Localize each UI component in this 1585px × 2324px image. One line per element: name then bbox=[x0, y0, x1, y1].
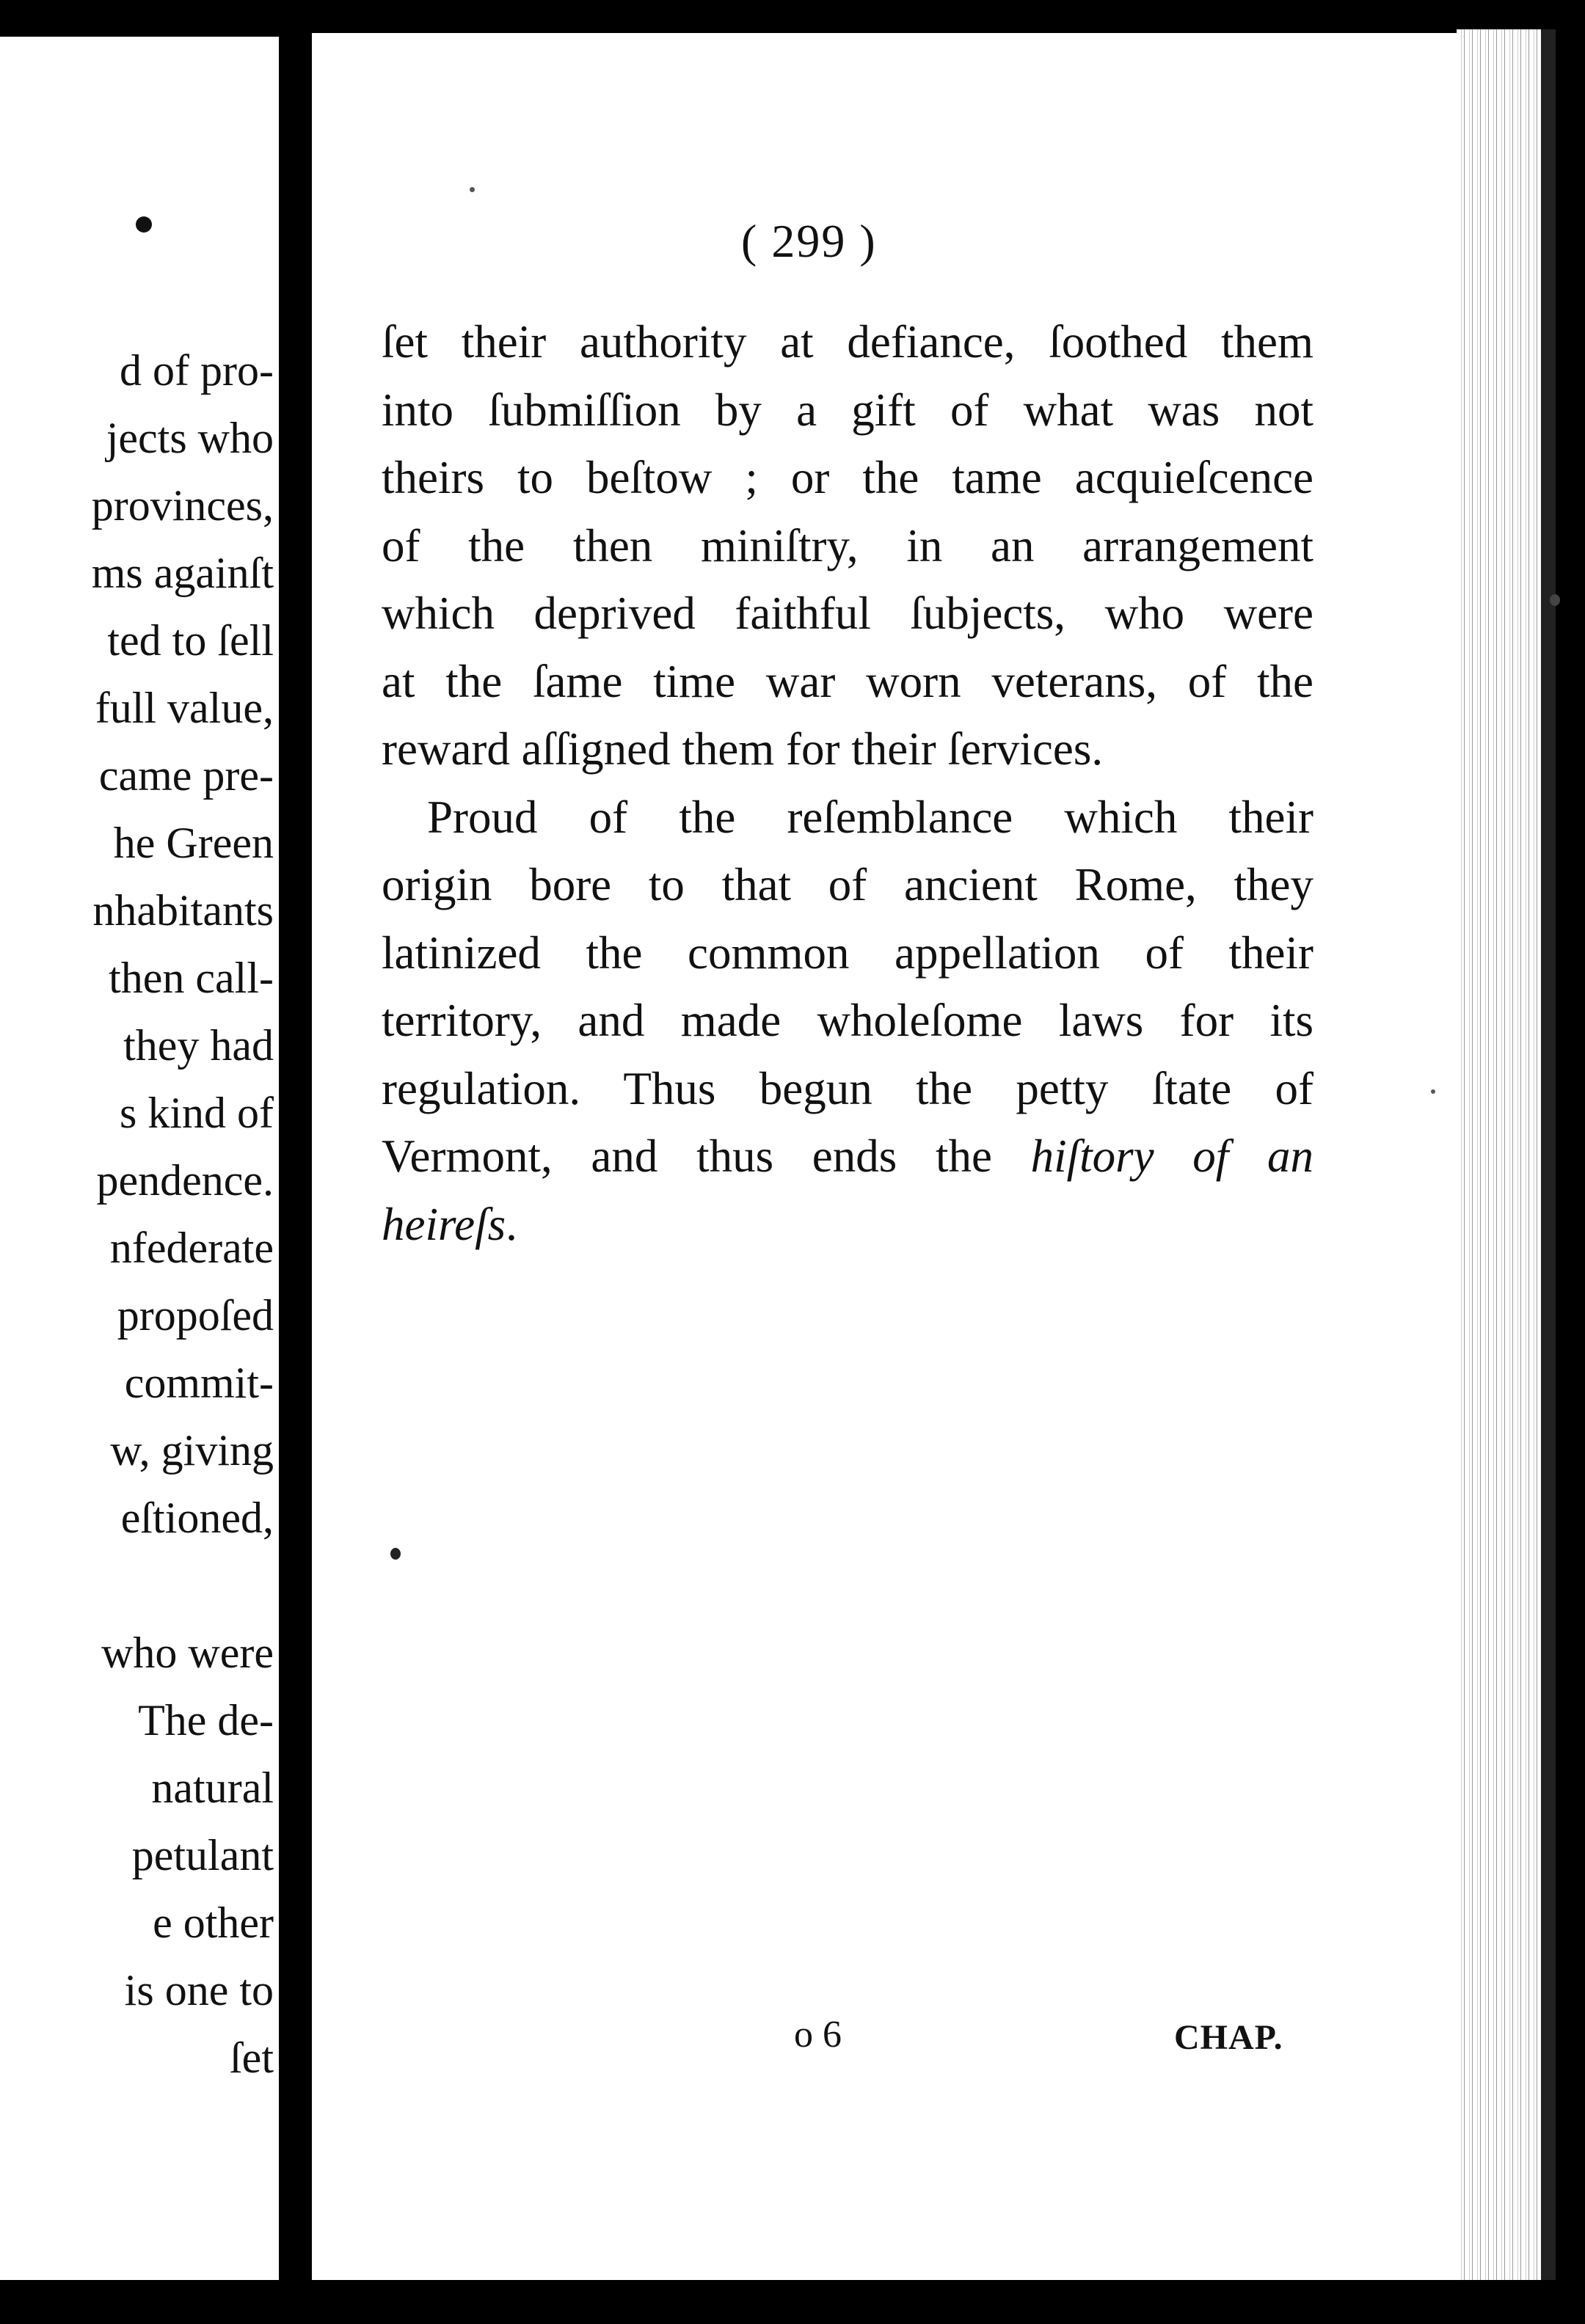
left-page-line: w, giving bbox=[110, 1426, 274, 1475]
text-line: origin bore to that of ancient Rome, they bbox=[382, 859, 1313, 910]
italic-title: hiſtory of an bbox=[1030, 1130, 1314, 1182]
left-page-line: propoſed bbox=[117, 1291, 274, 1340]
text-fragment: Vermont, and thus ends the bbox=[382, 1130, 1031, 1182]
ink-speck bbox=[1431, 1089, 1435, 1094]
left-page-line: he Green bbox=[113, 819, 274, 867]
left-page bbox=[0, 37, 290, 2281]
left-page-line: pendence. bbox=[96, 1156, 274, 1205]
left-page-line: e other bbox=[153, 1899, 274, 1947]
italic-title: heireſs bbox=[382, 1198, 506, 1250]
left-page-line: nhabitants bbox=[92, 886, 274, 935]
ink-speck bbox=[470, 187, 475, 192]
text-line: which deprived faithful ſubjects, who were bbox=[382, 588, 1313, 639]
text-line: Proud of the reſemblance which their bbox=[427, 791, 1313, 843]
left-page-line: The de- bbox=[138, 1696, 274, 1744]
left-page-line: natural bbox=[151, 1764, 274, 1812]
left-page-line: d of pro- bbox=[120, 346, 274, 395]
ink-speck bbox=[1550, 594, 1560, 606]
left-page-line: jects who bbox=[106, 414, 274, 462]
text-line: of the then miniſtry, in an arrangement bbox=[382, 519, 1313, 571]
page-number: ( 299 ) bbox=[741, 215, 877, 267]
text-line: into ſubmiſſion by a gift of what was not bbox=[382, 384, 1313, 436]
text-line bbox=[382, 1122, 1313, 1191]
text-line: latinized the common appellation of their bbox=[382, 927, 1313, 979]
left-page-line: s kind of bbox=[120, 1089, 274, 1137]
left-page-line: is one to bbox=[124, 1966, 274, 2014]
text-line: reward aſſigned them for their ſervices. bbox=[382, 723, 1104, 775]
signature-mark: o 6 bbox=[794, 2014, 842, 2056]
left-page-line: petulant bbox=[131, 1831, 274, 1879]
text-line: regulation. Thus begun the petty ſtate of bbox=[382, 1062, 1313, 1114]
left-page-line: then call- bbox=[109, 954, 274, 1002]
page-edges bbox=[1457, 29, 1552, 2296]
left-page-line: who were bbox=[101, 1629, 274, 1677]
left-page-line: full value, bbox=[95, 684, 274, 732]
text-line: ſet their authority at defiance, ſoothed them bbox=[382, 316, 1313, 368]
book-gutter bbox=[279, 29, 312, 2296]
scan-right-border bbox=[1556, 0, 1585, 2324]
left-page-line: came pre- bbox=[98, 751, 274, 800]
left-page-line: they had bbox=[123, 1021, 274, 1070]
left-page-line: commit- bbox=[124, 1359, 274, 1407]
left-page-line: provinces, bbox=[91, 481, 274, 530]
catchword: CHAP. bbox=[1174, 2018, 1283, 2057]
scan-bottom-border bbox=[0, 2280, 1585, 2324]
text-line: territory, and made wholeſome laws for its bbox=[382, 995, 1313, 1046]
text-line: at the ſame time war worn veterans, of the bbox=[382, 655, 1313, 707]
text-line bbox=[382, 1191, 1313, 1259]
text-fragment: . bbox=[506, 1198, 517, 1250]
left-page-line: ſet bbox=[230, 2034, 274, 2082]
text-line: theirs to beſtow ; or the tame acquieſcence bbox=[382, 452, 1313, 503]
left-page-line: eſtioned, bbox=[120, 1494, 274, 1542]
ink-speck bbox=[136, 216, 152, 233]
book-edge-shadow bbox=[1541, 29, 1556, 2296]
ink-speck bbox=[390, 1548, 401, 1560]
left-page-line: nfederate bbox=[109, 1224, 274, 1272]
body-text bbox=[382, 308, 1313, 1258]
left-page-line: ted to ſell bbox=[107, 616, 274, 665]
left-page-line: ms againſt bbox=[91, 549, 274, 597]
